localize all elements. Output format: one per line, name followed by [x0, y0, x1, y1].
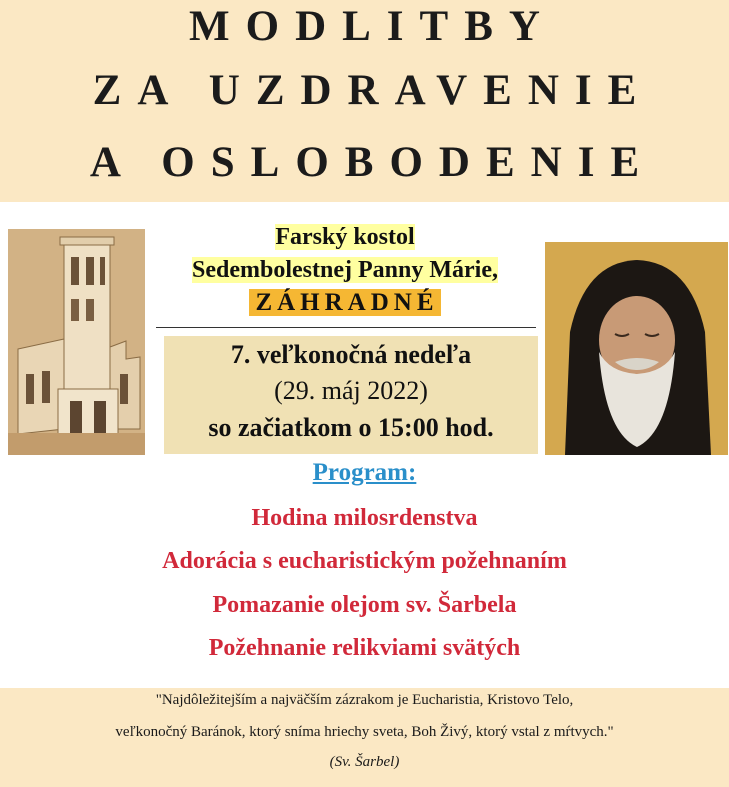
title-line-2: ZA UZDRAVENIE [92, 67, 653, 114]
program-heading: Program: [312, 459, 417, 486]
location-line-2-text: Sedembolestnej Panny Márie, [192, 257, 498, 283]
church-tower-image [8, 229, 145, 455]
saint-portrait-image [545, 242, 728, 455]
location-village: ZÁHRADNÉ [249, 289, 440, 316]
date-line-3: so začiatkom o 15:00 hod. [208, 413, 494, 442]
program-item: Pomazanie olejom sv. Šarbela [212, 592, 517, 618]
saint-illustration [545, 242, 728, 455]
title-line-3: A OSLOBODENIE [89, 139, 656, 186]
title-line-1: MODLITBY [189, 3, 556, 50]
quote-author: (Sv. Šarbel) [329, 754, 400, 770]
date-line-2: (29. máj 2022) [274, 376, 428, 405]
quote-line-2: veľkonočný Baránok, ktorý sníma hriechy sveta, Boh Živý, ktorý vstal z mŕtvych." [115, 724, 614, 740]
divider-rule [156, 327, 536, 328]
quote-line-1: "Najdôležitejším a najväčším zázrakom je Eucharistia, Kristovo Telo, [155, 692, 574, 708]
church-illustration [8, 229, 145, 455]
location-line-1-text: Farský kostol [275, 224, 415, 250]
program-item: Požehnanie relikviami svätých [208, 635, 521, 661]
program-item: Adorácia s eucharistickým požehnaním [162, 548, 567, 574]
location-line-3 [150, 288, 540, 318]
location-line-2 [150, 255, 540, 285]
location-line-1 [150, 222, 540, 252]
program-item: Hodina milosrdenstva [251, 505, 478, 531]
date-line-1: 7. veľkonočná nedeľa [230, 340, 472, 369]
